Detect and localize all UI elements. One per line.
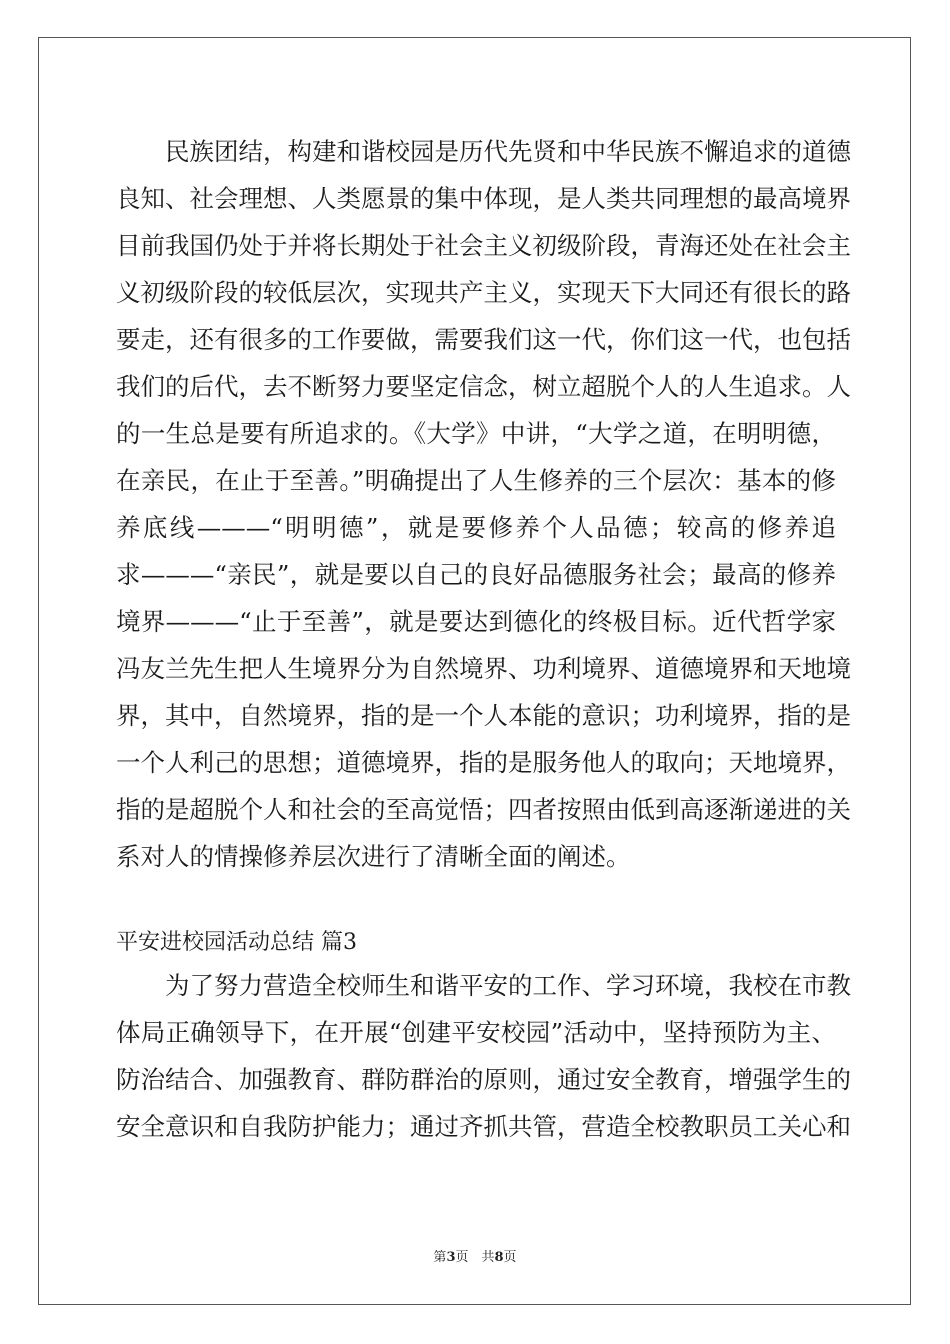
paragraph-2-line-3: 防治结合、加强教育、群防群治的原则，通过安全教育，增强学生的	[116, 1065, 851, 1094]
paragraph-1-line-7: 的一生总是要有所追求的。《大学》中讲，“大学之道，在明明德，	[116, 419, 836, 448]
paragraph-2-line-1: 为了努力营造全校师生和谐平安的工作、学习环境，我校在市教	[165, 971, 851, 1000]
paragraph-1-line-15: 指的是超脱个人和社会的至高觉悟；四者按照由低到高逐渐递进的关	[116, 795, 851, 824]
paragraph-2-line-4: 安全意识和自我防护能力；通过齐抓共管，营造全校教职员工关心和	[116, 1112, 851, 1141]
section-heading: 平安进校园活动总结 篇3	[116, 930, 357, 955]
paragraph-1-line-3: 目前我国仍处于并将长期处于社会主义初级阶段，青海还处在社会主	[116, 231, 851, 260]
paragraph-2-line-2: 体局正确领导下，在开展“创建平安校园”活动中，坚持预防为主、	[116, 1018, 836, 1047]
page-prefix: 第	[433, 1250, 447, 1265]
paragraph-1-line-1: 民族团结，构建和谐校园是历代先贤和中华民族不懈追求的道德	[165, 137, 851, 166]
current-page-number: 3	[446, 1250, 456, 1265]
page-suffix: 页	[503, 1250, 517, 1265]
paragraph-1-line-9: 养底线———“明明德”，就是要修养个人品德；较高的修养追	[116, 513, 836, 542]
paragraph-1-line-13: 界，其中，自然境界，指的是一个人本能的意识；功利境界，指的是	[116, 701, 851, 730]
paragraph-1-line-2: 良知、社会理想、人类愿景的集中体现，是人类共同理想的最高境界	[116, 184, 851, 213]
paragraph-1-line-11: 境界———“止于至善”，就是要达到德化的终极目标。近代哲学家	[116, 607, 836, 636]
paragraph-1-line-6: 我们的后代，去不断努力要坚定信念，树立超脱个人的人生追求。人	[116, 372, 851, 401]
paragraph-1-line-16: 系对人的情操修养层次进行了清晰全面的阐述。	[116, 842, 631, 871]
page-counter	[0, 1248, 950, 1268]
paragraph-1-line-5: 要走，还有很多的工作要做，需要我们这一代，你们这一代，也包括	[116, 325, 851, 354]
paragraph-1-line-8: 在亲民，在止于至善。”明确提出了人生修养的三个层次：基本的修	[116, 466, 836, 495]
paragraph-1-line-12: 冯友兰先生把人生境界分为自然境界、功利境界、道德境界和天地境	[116, 654, 851, 683]
total-pages-number: 8	[494, 1250, 504, 1265]
paragraph-1-line-10: 求———“亲民”，就是要以自己的良好品德服务社会；最高的修养	[116, 560, 836, 589]
page-separator: 页 共	[455, 1250, 495, 1265]
paragraph-1-line-4: 义初级阶段的较低层次，实现共产主义，实现天下大同还有很长的路	[116, 278, 851, 307]
paragraph-1-line-14: 一个人利己的思想；道德境界，指的是服务他人的取向；天地境界，	[116, 748, 851, 777]
